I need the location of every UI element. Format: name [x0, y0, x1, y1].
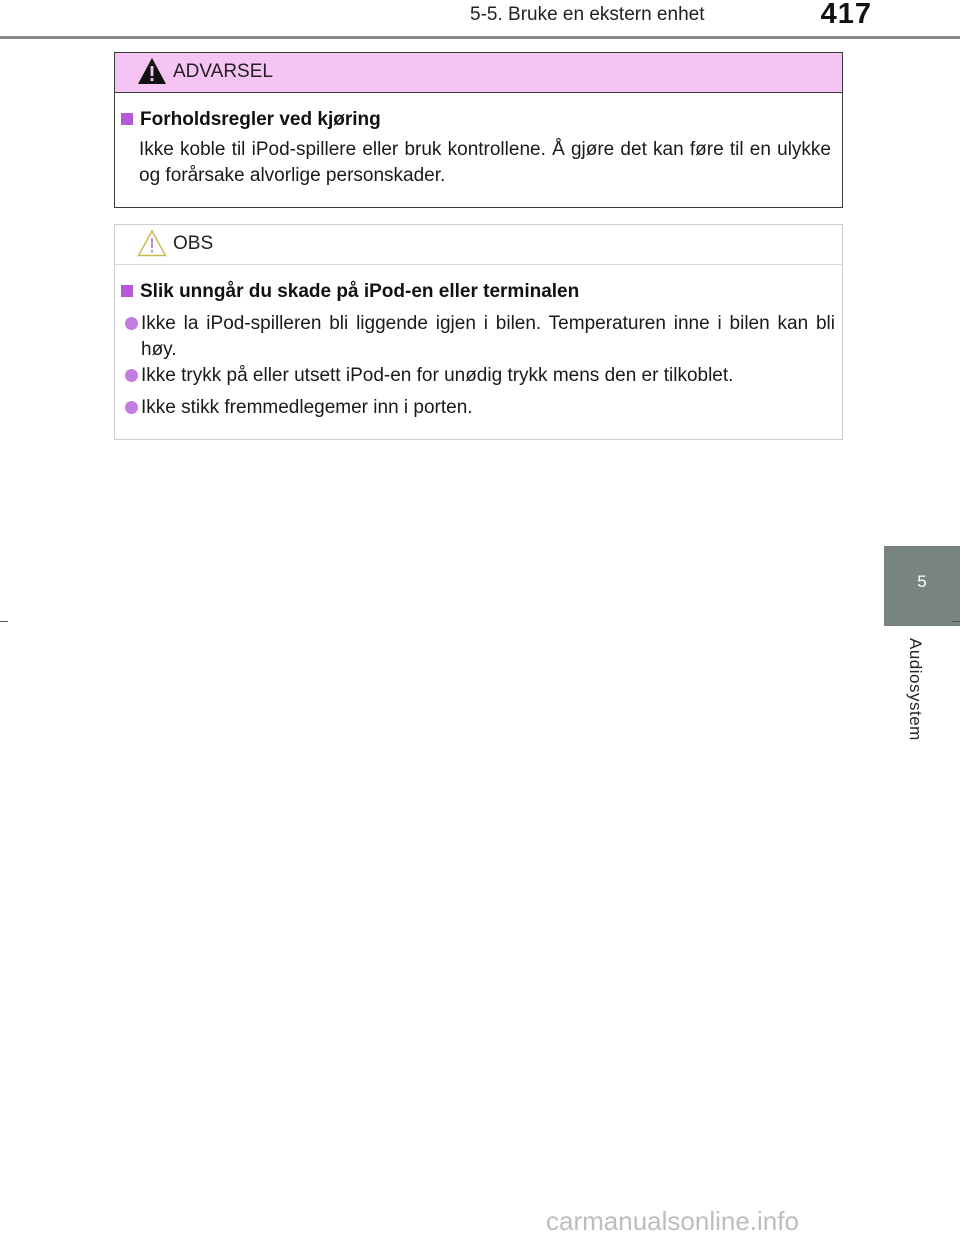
crop-mark-right — [952, 621, 960, 622]
list-item-text: Ikke trykk på eller utsett iPod-en for unødig trykk mens den er tilkoblet. — [141, 365, 734, 386]
chapter-tab[interactable] — [884, 546, 960, 626]
square-bullet-icon — [121, 113, 133, 125]
warning-filled-icon — [137, 57, 167, 85]
round-bullet-icon — [125, 369, 138, 382]
notice-box-header — [115, 225, 842, 265]
page-header-title: 5-5. Bruke en ekstern enhet — [470, 4, 705, 25]
notice-label: OBS — [173, 233, 214, 254]
notice-section-title — [121, 281, 579, 303]
list-item-text: Ikke la iPod-spilleren bli liggende igjen i bilen. Temperaturen inne i bilen kan bli høy. — [141, 313, 835, 360]
list-item — [121, 363, 835, 389]
chapter-number: 5 — [917, 572, 927, 591]
watermark: carmanualsonline.info — [546, 1206, 799, 1236]
square-bullet-icon — [121, 285, 133, 297]
warning-text: Ikke koble til iPod-spillere eller bruk kontrollene. Å gjøre det kan føre til en ulykke og forårsake alvorlige personskader. — [139, 139, 831, 186]
warning-box — [114, 52, 843, 208]
warning-outline-icon — [137, 229, 167, 257]
warning-section-title-text: Forholdsregler ved kjøring — [140, 109, 381, 130]
chapter-label: Audiosystem — [906, 638, 925, 741]
list-item — [121, 395, 835, 421]
list-item — [121, 311, 835, 363]
header-rule — [0, 36, 960, 39]
round-bullet-icon — [125, 401, 138, 414]
notice-section-title-text: Slik unngår du skade på iPod-en eller terminalen — [140, 281, 580, 302]
warning-box-header — [115, 53, 842, 93]
crop-mark-left — [0, 621, 8, 622]
page-number: 417 — [820, 0, 872, 30]
list-item-text: Ikke stikk fremmedlegemer inn i porten. — [141, 397, 473, 418]
notice-box — [114, 224, 843, 440]
warning-section-title — [121, 109, 381, 131]
round-bullet-icon — [125, 317, 138, 330]
warning-label: ADVARSEL — [173, 61, 273, 82]
